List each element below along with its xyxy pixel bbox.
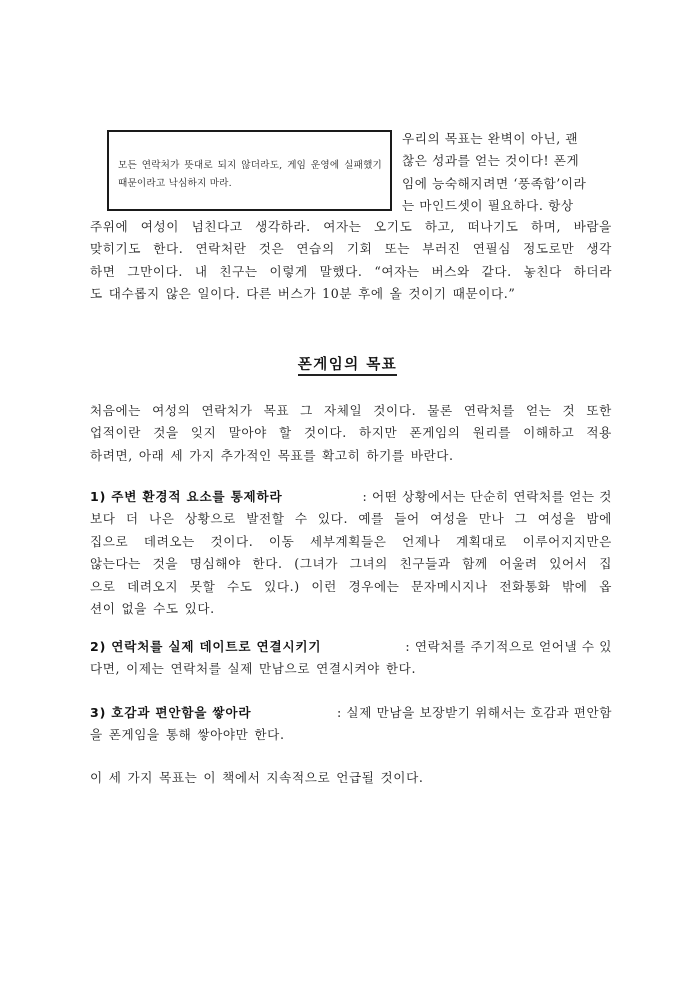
goal-2-label: 2) 연락처를 실제 데이트로 연결시키기 [90,639,322,654]
text-line: 도 대수롭지 않은 일이다. 다른 버스가 10분 후에 올 것이기 때문이다.” [90,286,516,302]
goal-1-label: 1) 주변 환경적 요소를 통제하라 [90,489,283,504]
section-title [0,353,695,374]
text-line: 주위에 여성이 넘친다고 생각하라. 여자는 오기도 하고, 떠나기도 하며, 바람을 [90,219,612,234]
text-line: 이 세 가지 목표는 이 책에서 지속적으로 언급될 것이다. [90,770,424,785]
text-line: 처음에는 여성의 연락처가 목표 그 자체일 것이다. 물론 연락처를 얻는 것 또한 [90,403,612,418]
text-line: 임에 능숙해지려면 ‘풍족함’이라 [402,175,587,191]
intro-paragraph [90,216,612,306]
goal-3-label: 3) 호감과 편안함을 쌓아라 [90,705,252,720]
section-title-text: 폰게임의 목표 [298,356,398,376]
text-line: 않는다는 것을 명심해야 한다. (그녀가 그녀의 친구들과 함께 어울려 있어서 집 [90,556,612,572]
text-line: 업적이란 것을 잊지 말아야 할 것이다. 하지만 폰게임의 원리를 이해하고 적용 [90,425,612,441]
text-line: 으로 데려오지 못할 수도 있다.) 이런 경우에는 문자메시지나 전화통화 밖에 옵 [90,578,612,594]
text-line: 맞히기도 한다. 연락처란 것은 연습의 기회 또는 부러진 연필심 정도로만 생각 [90,241,612,257]
goal-2-text: : 연락처를 주기적으로 얻어낼 수 있 [405,639,612,654]
goal-2-paragraph [90,636,612,681]
text-line [90,486,612,508]
text-line: 는 마인드셋이 필요하다. 항상 [402,198,574,214]
section-intro-paragraph [90,400,612,467]
text-line: 보다 더 나은 상황으로 발전할 수 있다. 예를 들어 여성을 만나 그 여성을 밤에 [90,511,612,527]
text-line: 하려면, 아래 세 가지 추가적인 목표를 확고히 하기를 바란다. [90,447,454,463]
goal-1-paragraph [90,486,612,620]
text-line: 션이 없을 수도 있다. [90,601,215,617]
text-line [90,636,612,658]
text-line: 다면, 이제는 연락처를 실제 만남으로 연결시켜야 한다. [90,661,417,677]
text-line: 집으로 데려오는 것이다. 이동 세부계획들은 언제나 계획대로 이루어지지만은 [90,533,612,549]
text-line: 을 폰게임을 통해 쌓아야만 한다. [90,727,285,743]
callout-box [107,130,392,211]
callout-text: 모든 연락처가 뜻대로 되지 않더라도, 게임 운영에 실패했기 때문이라고 낙심하지 마라. [118,160,382,189]
intro-side-text [402,128,612,218]
goal-3-paragraph [90,702,612,747]
text-line: 찮은 성과를 얻는 것이다! 폰게 [402,153,580,169]
text-line: 하면 그만이다. 내 친구는 이렇게 말했다. “여자는 버스와 같다. 놓친다 하더라 [90,263,612,279]
goal-3-text: : 실제 만남을 보장받기 위해서는 호감과 편안함 [336,705,612,720]
closing-paragraph [90,767,612,789]
text-line: 우리의 목표는 완벽이 아닌, 괜 [402,131,579,146]
goal-1-text: : 어떤 상황에서는 단순히 연락처를 얻는 것 [362,489,612,504]
text-line [90,702,612,724]
